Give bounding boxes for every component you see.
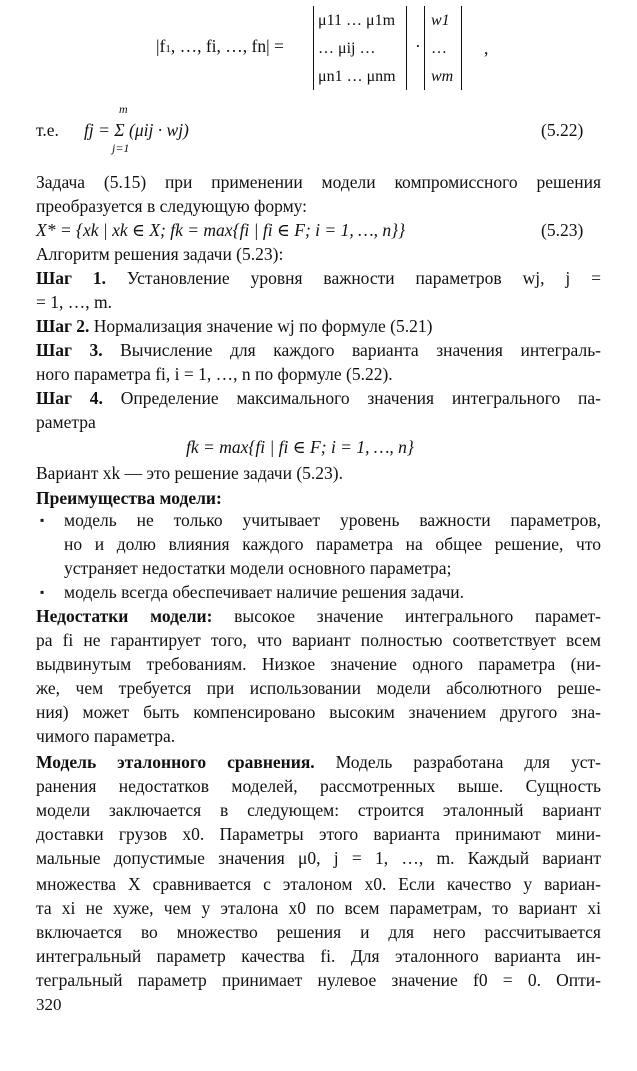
matrix-dot: ·	[415, 36, 421, 56]
text-line: включается во множество решения и для него рассчитывается	[36, 922, 601, 942]
eq-prefix: т.е.	[36, 120, 59, 140]
disadvantages-paragraph: Недостатки модели: высокое значение интегрального парамет-	[36, 606, 601, 626]
text-line: доставки грузов x0. Параметры этого варианта принимают мини-	[36, 824, 601, 844]
text-line: ранения недостатков моделей, рассмотренных выше. Сущность	[36, 776, 601, 796]
text-line: множества X сравнивается с эталоном x0. Если качество у вариан-	[36, 874, 601, 894]
step-4: Шаг 4. Определение максимального значения интегрального па-	[36, 388, 602, 408]
w-vector	[424, 6, 462, 90]
step-3: Шаг 3. Вычисление для каждого варианта значения интеграль-	[36, 340, 601, 360]
text-line: раметра	[36, 412, 96, 432]
vector-row-1: w1	[431, 12, 450, 29]
list-item: но и долю влияния каждого параметра на общее решение, что	[64, 534, 601, 554]
list-item: устраняет недостатки модели основного параметра;	[64, 558, 452, 578]
sum-upper-limit: m	[119, 102, 128, 116]
matrix-row-1: μ11 … μ1m	[318, 12, 396, 29]
text-line: Задача (5.15) при применении модели компромиссного решения	[36, 172, 601, 192]
text-line: Вариант xk — это решение задачи (5.23).	[36, 463, 343, 483]
text-line: ного параметра fi, i = 1, …, n по формуле (5.22).	[36, 364, 393, 384]
text-line: интегральный параметр качества fi. Для эталонного варианта ин-	[36, 946, 601, 966]
text-line: мальные допустимые значения μ0, j = 1, …, m. Каждый вариант	[36, 848, 601, 868]
text-line: = 1, …, m.	[36, 292, 112, 312]
text-line: же, чем требуется при использовании модели абсолютного реше-	[36, 678, 601, 698]
matrix-row-3: μn1 … μnm	[318, 68, 396, 85]
text-line: модели заключается в следующем: строится эталонный вариант	[36, 800, 601, 820]
equation-5-23: X* = {xk | xk ∈ X; fk = max{fi | fi ∈ F; i = 1, …, n}}	[36, 220, 406, 240]
fk-equation: fk = max{fi | fi ∈ F; i = 1, …, n}	[186, 437, 414, 457]
list-item: модель всегда обеспечивает наличие решения задачи.	[64, 582, 464, 602]
text-line: Алгоритм решения задачи (5.23):	[36, 244, 284, 264]
text-line: ра fi не гарантирует того, что вариант полностью соответствует всем	[36, 630, 601, 650]
text-line: ния) может быть компенсировано высоким значением другого зна-	[36, 702, 601, 722]
step-1: Шаг 1. Установление уровня важности параметров wj, j =	[36, 268, 601, 288]
vector-row-2: …	[431, 40, 447, 57]
equation-number-5-23: (5.23)	[541, 220, 584, 240]
equation-5-22: fj = Σ (μij · wj)	[84, 120, 189, 140]
list-item: модель не только учитывает уровень важности параметров,	[64, 510, 601, 530]
matrix-comma: ,	[484, 38, 489, 58]
text-line: тегральный параметр принимает нулевое значение f0 = 0. Опти-	[36, 970, 601, 990]
bullet-icon: ▪	[40, 585, 45, 599]
page-number: 320	[36, 995, 62, 1014]
bullet-icon: ▪	[40, 513, 45, 527]
text-line: чимого параметра.	[36, 726, 176, 746]
vector-row-3: wm	[431, 68, 454, 85]
text-line: выдвинутым требованиям. Низкое значение одного параметра (ни-	[36, 654, 601, 674]
matrix-row-2: … μij …	[318, 40, 376, 57]
matrix-lhs: |f1, …, fi, …, fn| =	[156, 36, 284, 56]
advantages-heading: Преимущества модели:	[36, 488, 222, 508]
text-line: та xi не хуже, чем у эталона x0 по всем параметрам, то вариант xi	[36, 898, 601, 918]
equation-number-5-22: (5.22)	[541, 120, 584, 140]
mu-matrix	[313, 6, 407, 90]
text-line: преобразуется в следующую форму:	[36, 196, 308, 216]
model-paragraph: Модель эталонного сравнения. Модель разработана для уст-	[36, 752, 601, 772]
step-2: Шаг 2. Нормализация значение wj по формуле (5.21)	[36, 316, 433, 336]
sum-lower-limit: j=1	[112, 141, 130, 155]
